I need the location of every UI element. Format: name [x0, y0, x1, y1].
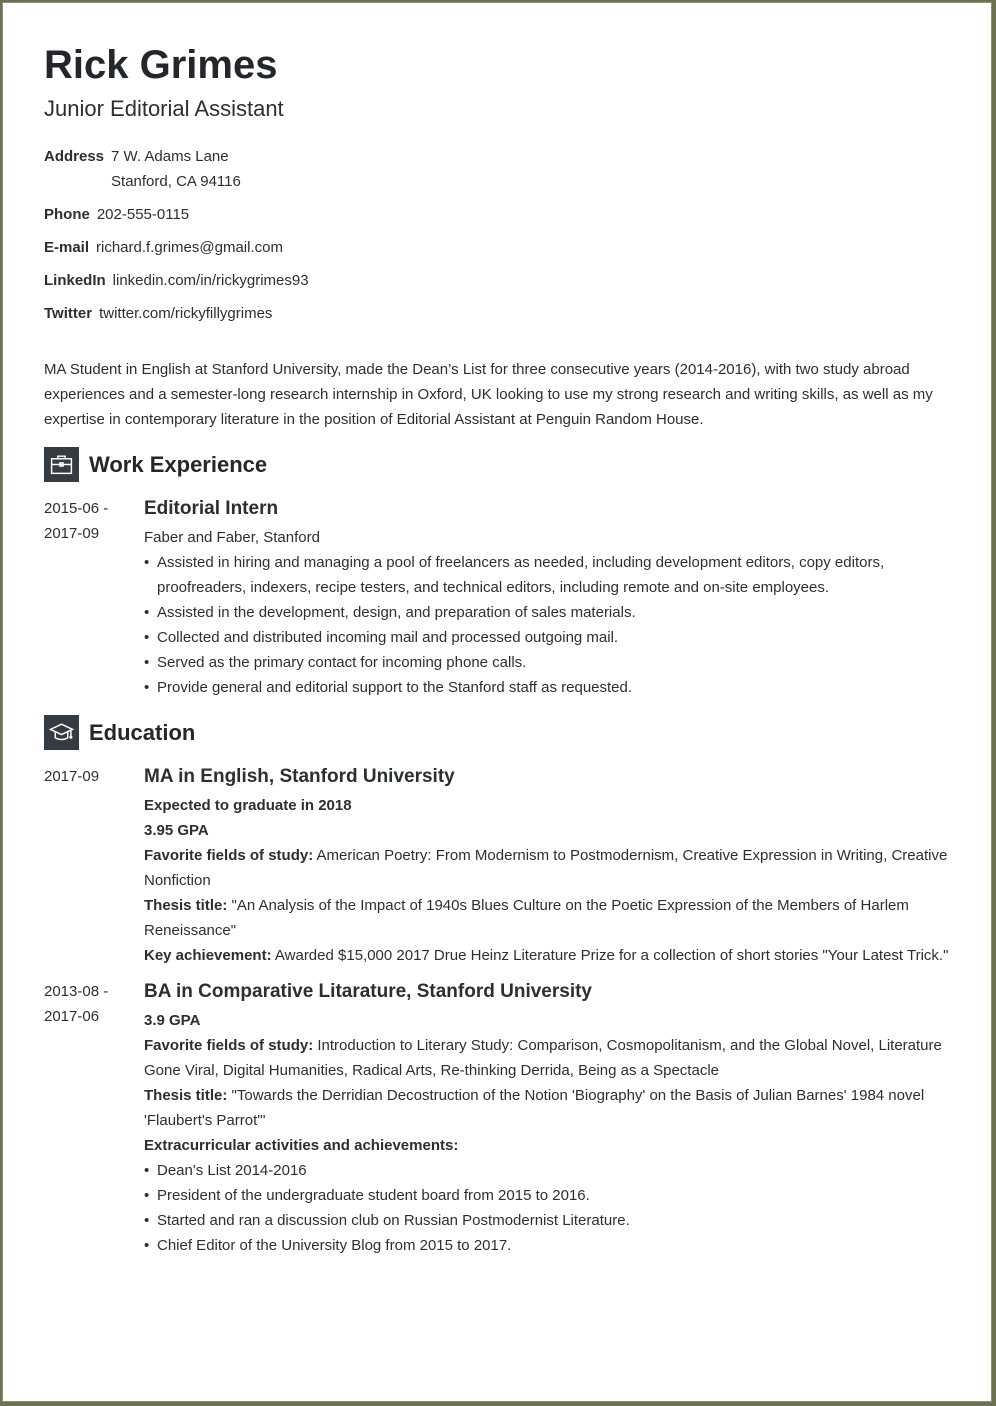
linkedin-value[interactable]: linkedin.com/in/rickygrimes93	[112, 272, 309, 289]
graduation-cap-icon	[44, 715, 79, 750]
ba-thesis-value: "Towards the Derridian Decostruction of the Notion 'Biography' on the Basis of Julian Barnes' 1984 novel 'Flaubert's Parrot'"	[144, 1087, 925, 1129]
work-date-start: 2015-06 -	[44, 500, 109, 517]
job-title: Junior Editorial Assistant	[44, 96, 284, 121]
list-item: • Chief Editor of the University Blog from 2015 to 2017.	[144, 1233, 954, 1258]
list-item: • Assisted in the development, design, and preparation of sales materials.	[144, 600, 954, 625]
ma-body	[144, 764, 954, 968]
ba-extra-list	[144, 1158, 954, 1258]
list-item: • Collected and distributed incoming mail and processed outgoing mail.	[144, 625, 954, 650]
ba-thesis	[144, 1083, 954, 1133]
work-date	[44, 496, 144, 700]
candidate-name: Rick Grimes	[44, 43, 278, 87]
twitter-value[interactable]: twitter.com/rickyfillygrimes	[99, 305, 273, 322]
contact-info	[44, 144, 309, 334]
address-line1: 7 W. Adams Lane	[111, 148, 229, 165]
list-item: • Assisted in hiring and managing a pool of freelancers as needed, including development editors, copy editors, proofreaders, indexers, recipe testers, and technical editors, including remote and on-site employees.	[144, 550, 954, 600]
ma-thesis-label: Thesis title:	[144, 897, 228, 914]
ba-date	[44, 979, 144, 1258]
education-header	[44, 715, 195, 750]
profile-summary: MA Student in English at Stanford University, made the Dean’s List for three consecutive years (2014-2016), with two study abroad experiences and a semester-long research internship in Oxford, UK looking to use my strong research and writing skills, as well as my expertise in contemporary literature in the position of Editorial Assistant at Penguin Random House.	[44, 361, 933, 428]
list-item: • Started and ran a discussion club on Russian Postmodernist Literature.	[144, 1208, 954, 1233]
work-bullets	[144, 550, 954, 700]
ba-gpa: 3.9 GPA	[144, 1012, 201, 1029]
contact-linkedin	[44, 268, 309, 293]
work-company: Faber and Faber, Stanford	[144, 529, 320, 546]
ba-date-end: 2017-06	[44, 1008, 100, 1025]
ma-thesis	[144, 893, 954, 943]
ma-achievement-label: Key achievement:	[144, 947, 272, 964]
ba-fields-value: Introduction to Literary Study: Comparison, Cosmopolitanism, and the Global Novel, Literature Gone Viral, Digital Humanities, Radical Arts, Re-thinking Derrida, Being as a Spectacle	[144, 1037, 942, 1079]
ma-achievement-value: Awarded $15,000 2017 Drue Heinz Literature Prize for a collection of short stories "Your Latest Trick."	[274, 947, 949, 964]
list-item: • Provide general and editorial support to the Stanford staff as requested.	[144, 675, 954, 700]
work-experience-title: Work Experience	[89, 451, 268, 477]
ma-thesis-value: "An Analysis of the Impact of 1940s Blues Culture on the Poetic Expression of the Members of Harlem Reneissance"	[144, 897, 909, 939]
work-entry	[44, 496, 954, 700]
ma-date: 2017-09	[44, 768, 100, 785]
ma-fields-value: American Poetry: From Modernism to Postmodernism, Creative Expression in Writing, Creative Nonfiction	[144, 847, 948, 889]
contact-address	[44, 144, 309, 194]
ma-fields-label: Favorite fields of study:	[144, 847, 314, 864]
list-item: • Served as the primary contact for incoming phone calls.	[144, 650, 954, 675]
ma-expected: Expected to graduate in 2018	[144, 797, 352, 814]
resume-page	[2, 2, 992, 1402]
twitter-label: Twitter	[44, 305, 93, 322]
address-label: Address	[44, 148, 105, 165]
address-value	[111, 144, 241, 194]
contact-email	[44, 235, 309, 260]
ba-extra-label: Extracurricular activities and achievements:	[144, 1137, 459, 1154]
phone-label: Phone	[44, 206, 90, 223]
ba-degree: BA in Comparative Litarature, Stanford University	[144, 981, 593, 1002]
briefcase-icon	[44, 447, 79, 482]
ba-date-start: 2013-08 -	[44, 983, 109, 1000]
education-title: Education	[89, 719, 196, 745]
ma-gpa: 3.95 GPA	[144, 822, 209, 839]
education-entry-ba	[44, 979, 954, 1258]
address-line2: Stanford, CA 94116	[111, 173, 241, 190]
ba-fields-label: Favorite fields of study:	[144, 1037, 314, 1054]
email-value[interactable]: richard.f.grimes@gmail.com	[96, 239, 283, 256]
ma-achievement	[144, 943, 954, 968]
linkedin-label: LinkedIn	[44, 272, 106, 289]
ma-fields	[144, 843, 954, 893]
ba-body	[144, 979, 954, 1258]
work-body	[144, 496, 954, 700]
list-item: • President of the undergraduate student board from 2015 to 2016.	[144, 1183, 954, 1208]
phone-value: 202-555-0115	[96, 206, 190, 223]
contact-twitter	[44, 301, 309, 326]
work-position: Editorial Intern	[144, 498, 279, 519]
work-experience-header	[44, 447, 267, 482]
work-date-end: 2017-09	[44, 525, 100, 542]
education-entry-ma	[44, 764, 954, 968]
ba-fields	[144, 1033, 954, 1083]
ma-degree: MA in English, Stanford University	[144, 766, 455, 787]
list-item: • Dean's List 2014-2016	[144, 1158, 954, 1183]
email-label: E-mail	[44, 239, 90, 256]
ba-thesis-label: Thesis title:	[144, 1087, 228, 1104]
contact-phone	[44, 202, 309, 227]
